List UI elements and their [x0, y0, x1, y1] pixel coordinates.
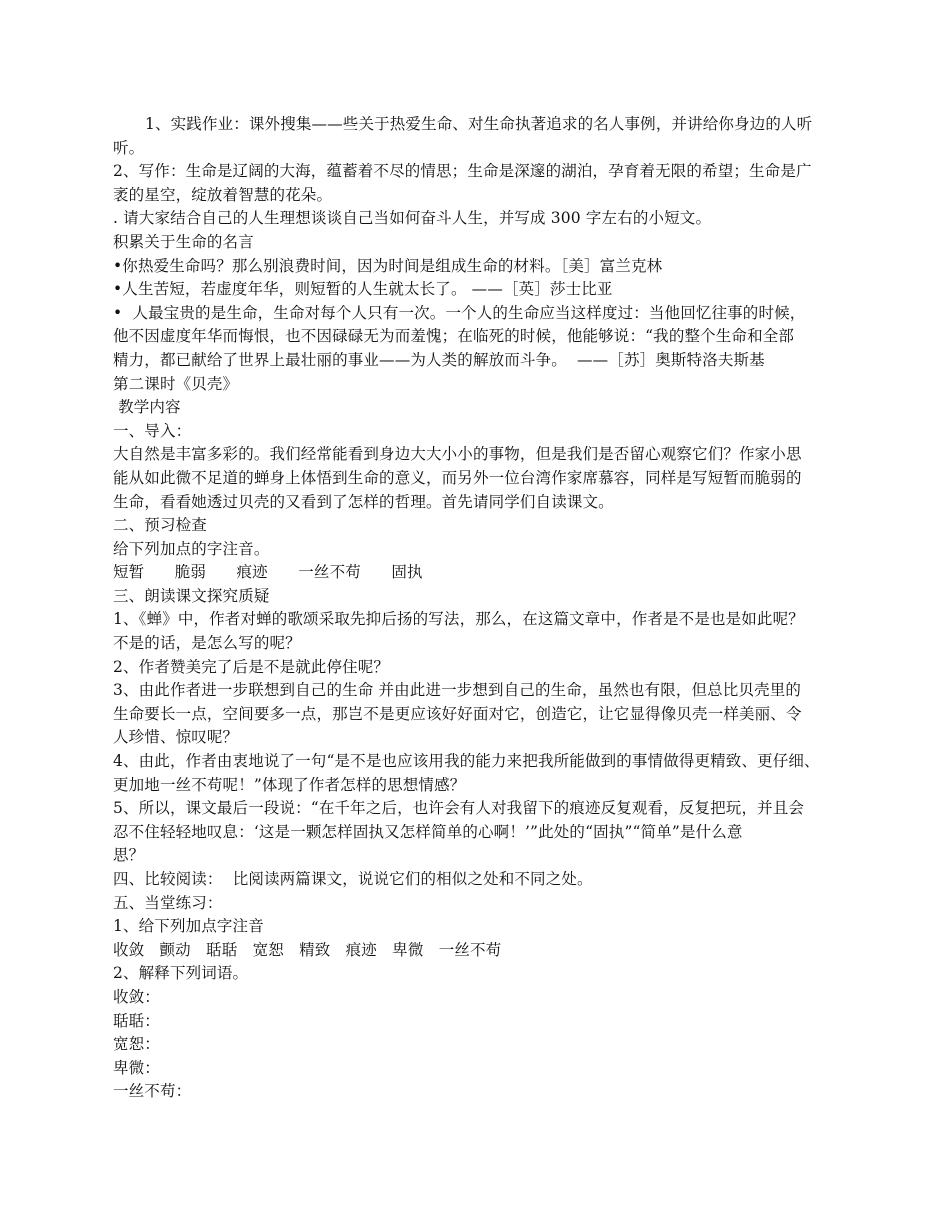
quote-line: 他不因虚度年华而悔恨，也不因碌碌无为而羞愧；在临死的时候，他能够说：“我的整个生命和全部 — [113, 327, 795, 346]
quote-line: 精力，都已献给了世界上最壮丽的事业——为人类的解放而斗争。 ——［苏］奥斯特洛夫斯基 — [113, 350, 765, 369]
section-heading: 四、比较阅读： 比阅读两篇课文，说说它们的相似之处和不同之处。 — [113, 870, 593, 888]
paragraph-line: 2、写作：生命是辽阔的大海，蕴蓄着不尽的情思；生命是深邃的湖泊，孕育着无限的希望；生命是广 — [113, 162, 812, 181]
paragraph-line: 不是的话，是怎么写的呢？ — [113, 634, 301, 653]
paragraph-line: . 请大家结合自己的人生理想谈谈自己当如何奋斗人生，并写成 300 字左右的小短文。 — [113, 209, 712, 228]
quote-line: • 人最宝贵的是生命，生命对每个人只有一次。一个人的生命应当这样度过：当他回忆往事的时候， — [113, 303, 806, 322]
paragraph-line: 2、解释下列词语。 — [113, 964, 249, 983]
paragraph-line: 1、实践作业：课外搜集——些关于热爱生命、对生命执著追求的名人事例，并讲给你身边的人听 — [145, 115, 813, 133]
paragraph-line: 大自然是丰富多彩的。我们经常能看到身边大大小小的事物，但是我们是否留心观察它们？作家小思 — [113, 445, 802, 464]
paragraph-line: 忍不住轻轻地叹息：‘这是一颗怎样固执又怎样简单的心啊！’”此处的“固执”“简单”是什么意 — [113, 822, 743, 841]
term-entry: 一丝不苟： — [113, 1082, 192, 1101]
section-heading: 一、导入： — [113, 421, 192, 440]
word-list: 短暂 脆弱 痕迹 一丝不苟 固执 — [113, 563, 423, 582]
paragraph-line: 4、由此，作者由衷地说了一句“是不是也应该用我的能力来把我所能做到的事情做得更精致、更仔细、 — [113, 752, 820, 771]
paragraph-line: 2、作者赞美完了后是不是就此停住呢？ — [113, 657, 390, 676]
paragraph-line: 生命要长一点，空间要多一点，那岂不是更应该好好面对它，创造它，让它显得像贝壳一样美丽、令 — [113, 704, 802, 723]
term-entry: 宽恕： — [113, 1035, 160, 1054]
paragraph-line: 3、由此作者进一步联想到自己的生命 并由此进一步想到自己的生命，虽然也有限，但总比贝壳里的 — [113, 681, 802, 700]
section-heading: 五、当堂练习： — [113, 893, 223, 912]
section-heading: 积累关于生命的名言 — [113, 232, 254, 251]
quote-line: •人生苦短，若虚度年华，则短暂的人生就太长了。 ——［英］莎士比亚 — [113, 280, 613, 299]
term-entry: 卑微： — [113, 1058, 160, 1077]
term-entry: 收敛： — [113, 987, 160, 1006]
paragraph-line: 生命，看看她透过贝壳的又看到了怎样的哲理。首先请同学们自读课文。 — [113, 492, 614, 511]
paragraph-line: 人珍惜、惊叹呢？ — [113, 728, 239, 747]
paragraph-line: 听。 — [113, 138, 145, 157]
section-heading: 第二课时《贝壳》 — [113, 374, 239, 393]
paragraph-line: 更加地一丝不苟呢！”体现了作者怎样的思想情感？ — [113, 775, 466, 794]
quote-line: •你热爱生命吗？那么别浪费时间，因为时间是组成生命的材料。［美］富兰克林 — [113, 256, 663, 275]
word-list: 收敛 颤动 聒聒 宽恕 精致 痕迹 卑微 一丝不苟 — [113, 940, 502, 959]
section-heading: 三、朗读课文探究质疑 — [113, 586, 270, 605]
paragraph-line: 思？ — [113, 846, 145, 865]
paragraph-line: 1、《蝉》中，作者对蝉的歌颂采取先抑后扬的写法，那么，在这篇文章中，作者是不是也是如此呢？ — [113, 610, 804, 629]
paragraph-line: 1、给下列加点字注音 — [113, 917, 264, 936]
section-heading: 二、预习检查 — [113, 516, 207, 535]
document-body — [113, 113, 853, 1104]
paragraph-line: 5、所以，课文最后一段说：“在千年之后，也许会有人对我留下的痕迹反复观看，反复把玩，并且会 — [113, 799, 805, 818]
section-heading: 教学内容 — [113, 398, 181, 417]
paragraph-line: 袤的星空，绽放着智慧的花朵。 — [113, 185, 333, 204]
term-entry: 聒聒： — [113, 1011, 160, 1030]
paragraph-line: 给下列加点的字注音。 — [113, 539, 270, 558]
paragraph-line: 能从如此微不足道的蝉身上体悟到生命的意义，而另外一位台湾作家席慕容，同样是写短暂而脆弱的 — [113, 468, 802, 487]
